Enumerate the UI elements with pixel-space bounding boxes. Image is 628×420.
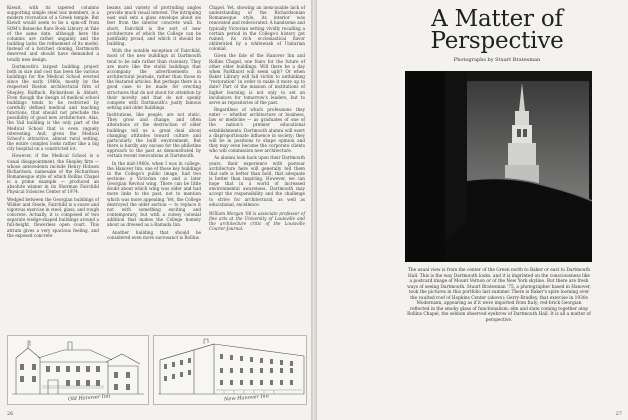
photo-byline: Photographs by Stuart Bratesman bbox=[453, 57, 541, 63]
title-line-2: Perspective bbox=[430, 28, 564, 54]
old-inn-caption: Old Hanover Inn bbox=[67, 393, 111, 403]
paragraph: Another building that should be considered even more sacrosanct is Rollins bbox=[107, 229, 201, 240]
paragraph: However, if the Medical School is a visual disappointment, the Shepley firm — whose antecedents include Henry Hobson Richardson, namesake of the Richardson Romanesque style of which Rollins Chapel is a prime example — produced an absolute winner in its Sherman Fairchild Physical Sciences Center of 1974. bbox=[7, 153, 99, 195]
article-title bbox=[407, 8, 587, 52]
old-inn-drawing bbox=[8, 336, 148, 404]
new-hanover-inn-sketch bbox=[153, 335, 307, 405]
left-column-1 bbox=[7, 5, 99, 240]
page-number-right: 27 bbox=[615, 411, 622, 417]
paragraph: Dartmouth's largest building project both in size and cost has been the various buildings for the Medical School erected since the early 1960s, mostly by the respected Boston architectural firm of Shepley, Bulfinch, Richardson & Abbott. Even though the design of medical school buildings tends to be restricted by carefully defined medical and teaching functions, that should not preclude the possibility of good new architecture. Alas, the Vail building is the only part of the Medical School that is even vaguely interesting. And, given the Medical School's attractive, almost rural setting, the entire complex looks rather like a big city hospital on a constricted lot. bbox=[7, 63, 99, 152]
paragraph: Wedged between the Georgian buildings of Wilder and Steele, Fairchild is a suave and vigorous exercise in steel, glass, and rough concrete. Actually, it is composed of two separate wedge-shaped buildings around a full-height, flowerless open court. This atrium gives a very spacious feeling, and the exposed concrete bbox=[7, 196, 100, 238]
page-number-left: 26 bbox=[7, 411, 14, 417]
paragraph: Kiewit, with its tapered columns supporting simple steel box members, is a modern recreation of a Greek temple. But Kiewit would seem to be a spin-off from SOM's Beinecke Rare Book Library at Yale of the same date, although here the columns are rather ungainly and the building lacks the refinement of its model. Instead of a botched cloning, Dartmouth deserved and should have demanded a totally new design. bbox=[7, 5, 99, 62]
new-inn-caption: New Hanover Inn bbox=[223, 393, 270, 403]
paragraph: Regardless of which professions they enter — whether architecture or business, law or medicine — as graduates of one of the nation's premier educational establishments, Dartmouth alumni will exert a disproportionate influence in society; they will be in positions to shape opinion and they may even become the corporate clients who will commission new architecture. bbox=[209, 106, 305, 154]
left-page bbox=[0, 0, 311, 420]
paragraph: beams and variety of protruding angles provide much visual interest. The intriguing east wall sets a glass envelope about six feet from the interior concrete wall. In short, Fairchild is the sort of new architecture of which the College can be justifiably proud, and which it should be building. bbox=[107, 5, 201, 47]
left-column-2 bbox=[107, 5, 201, 242]
paragraph: As alumni look back upon their Dartmouth years, their experience with postwar architecture here will generally tell them that safe is better than bold, that adequate is better than inspiring. However, we can hope that in a world of increased environmental awareness, Dartmouth may accept the responsibility and the challenge to strive for architectural, as well as educational, excellence. bbox=[209, 155, 305, 207]
new-inn-drawing bbox=[154, 336, 306, 404]
title-line-1: A Matter of bbox=[431, 6, 563, 32]
paragraph: Chapel. Yet, showing an inexcusable lack of understanding of the Richardsonian Romanesque style, its interior was renovated and redecorated. A handsome and typically Victorian setting vividly recalling a certain period in the College's history got ruined, its rich ecclesiastical flavor obliterated by a whitewash of Unitarian colonial. bbox=[209, 5, 305, 52]
author-bio: William Morgan '66 is associate professor of fine arts at the University of Louisville and the architecture critic of the Louisville Courier-Journal. bbox=[209, 210, 305, 232]
left-column-3 bbox=[209, 5, 305, 234]
right-page bbox=[317, 0, 628, 420]
paragraph: In the mid-1960s, when I was in college, the Hanover Inn, one of those key buildings in the College's public image, had two sections: a Victorian one and a later Georgian Revival wing. There can be little doubt about which wing was older and had more links to the past, not to mention which was more appealing. Yet, the College destroyed the older section — to replace it not with something exciting and contemporary, but with a cutesy colonial addition that makes the College homely about as dressed as a Ramada Inn. bbox=[107, 160, 201, 228]
paragraph: With the notable exception of Fairchild, most of the new buildings at Dartmouth tend to be safe rather than visionary. They are more like the stolid buildings that accompany the advertisements in architectural journals, rather than those in the featured articles. But perhaps there is a good case to be made for erecting structures that do not shout for attention by their novelty and that do not openly compete with Dartmouth's justly famous setting and older buildings. bbox=[107, 48, 202, 110]
photo-caption: The usual view is from the center of the Green north to Baker or east to Dartmouth Hall. This is the way Dartmouth looks, and it is imprinted on the consciousness like a postcard image of Mount Vernon or of the New York skyline. But there are fresh ways of seeing Dartmouth. Stuart Bratesman '75, a photographer based in Hanover, took the pictures in this portfolio last summer. There is Baker's spire looming over the vaulted roof of Hopkins Center (above); Gerry-Bradley, that exercise in 1930s Modernism, appearing as if it were imported from Italy; red-brick Georgian reflected in the smoky glass of functionalism; elm and slate coming together atop Rollins Chapel, the seldom observed eyebrow of Dartmouth Hall. It is all a matter of perspective. bbox=[407, 268, 591, 323]
paragraph: Given the fate of the Hanover Inn and Rollins Chapel, one fears for the future of other older buildings. Will there be a day when Parkhurst will seem ugly? Or when Baker Library will fall victim to unthinking "restoration" in order to make it more up to date? Part of the mission of institutions of higher learning is not only to set an incubators for tomorrow's leaders, but to serve as repositories of the past. bbox=[209, 53, 305, 105]
baker-spire-photo bbox=[405, 71, 592, 262]
spire-photo-graphic bbox=[405, 71, 592, 262]
paragraph: Institutions, like people, are not static. They grow and change, and often alterations or the destruction of older buildings tell us a great deal about changing attitudes toward culture and particularly the built environment. But there is hardly any excuse for the philistine approach to the past as demonstrated by certain recent renovations at Dartmouth. bbox=[107, 112, 201, 159]
old-hanover-inn-sketch bbox=[7, 335, 149, 405]
